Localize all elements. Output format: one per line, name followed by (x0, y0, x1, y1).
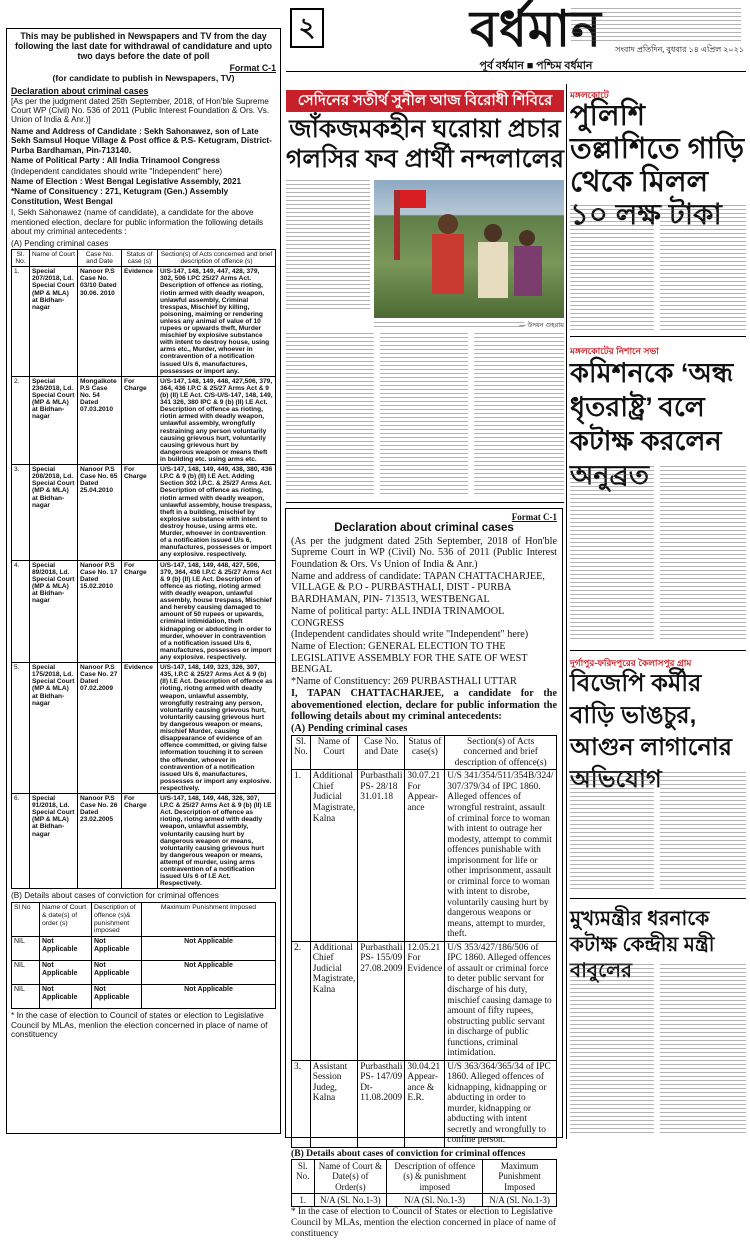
cell-case: Nanoor P.S Case No. 03/10 Dated 30.06. 2010 (78, 267, 122, 377)
table-row (12, 985, 276, 1009)
conv-header-desc: Description of offence (s) & punishment imposed (387, 1160, 483, 1194)
cell-case: Nanoor P.S Case No. 27 Dated 07.02.2009 (78, 663, 122, 794)
cell-sl: 1. (12, 267, 30, 377)
column-rule (566, 84, 567, 1139)
a2-headline: পুলিশি তল্লাশিতে গাড়ি থেকে মিলল ১০ লক্ষ টাকা (570, 100, 745, 231)
page-number-box: ২ (290, 8, 324, 48)
cell-desc: Not Applicable (92, 961, 142, 985)
conv-header-desc: Description of offence (s)& punishment imposed (92, 902, 142, 936)
pending-cases-label: (A) Pending criminal cases (11, 238, 109, 248)
col-header-court: Name of Court (30, 249, 78, 266)
notice-declaration: I, Sekh Sahonawez (name of candidate), a candidate for the above mentioned election, declare for public information the following details about my criminal antecedents : (11, 208, 264, 237)
cell-sl: 3. (292, 1060, 311, 1147)
cell-sections: U/S 363/364/365/34 of IPC 1860. Alleged offences of kidnapping, kidnapping or abducting in order to murder, kidnapping or abducting with intent secretly and wrongfully to confine person. (445, 1060, 557, 1147)
cell-status: 12.05.21 For Evidence (405, 941, 445, 1060)
a5-body-col1 (570, 964, 654, 1136)
cell-sl: NIL (12, 985, 40, 1009)
a1-body-col2 (286, 333, 374, 495)
cell-court: Additional Chief Judicial Magistrate, Kalna (310, 941, 357, 1060)
notice-heading: Declaration about criminal cases (11, 85, 149, 96)
a4-headline: বিজেপি কর্মীর বাড়ি ভাঙচুর, আগুন লাগানোর অভিযোগ (570, 670, 732, 793)
table-row (12, 376, 276, 464)
cell-case: Purbasthali PS- 155/09 27.08.2009 (358, 941, 405, 1060)
cell-court: Special 236/2018, Ld. Special Court (MP & MLA) at Bidhan-nagar (30, 376, 78, 464)
conv-header-sl: Sl No (12, 902, 40, 936)
cell-case: Nanoor P.S Case No. 26 Dated 23.02.2005 (78, 794, 122, 889)
table-row (12, 663, 276, 794)
cell-court: Not Applicable (40, 985, 92, 1009)
cell-case: Mongalkote P.S Case No. 54 Dated 07.03.2010 (78, 376, 122, 464)
cell-sections: U/S 353/427/186/506 of IPC 1860. Alleged offences of assault or criminal force to deter public servant for discharge of his duty, mischief causing damage to amount of fifty rupees, obstructing public servant in discharge of public functions, criminal intimidation. (445, 941, 557, 1060)
cell-sl: 1. (292, 770, 311, 942)
cell-max: N/A (Sl. No.1-3) (483, 1194, 557, 1207)
center-party: Name of political party: ALL INDIA TRINAMOOL CONGRESS (291, 605, 504, 629)
a1-body-col3 (380, 333, 468, 495)
cell-status: For Charge (122, 560, 158, 663)
cell-status: For Charge (122, 465, 158, 560)
cell-court: Additional Chief Judicial Magistrate, Kalna (310, 770, 357, 942)
cell-sl: 3. (12, 465, 30, 560)
a5-body-col2 (660, 964, 746, 1136)
cell-sections: U/S-147, 148, 149, 447, 428, 379, 302, 506 I.PC 25/27 Arms Act. Description of offence as rioting, riotin armed with deadly weapon, unlawful assembly, Criminal tresspas, Mischief by killing, poisoning, maiming or rendering unless any animal of value of 10 rupees or upwards theft, Murder mischief by explosive substance with intent to destroy house, using arms etc., Murder, whoever in contravention of a notification issued U/s 6, manufactures, possesses or import any. (158, 267, 276, 377)
cell-court: Assistant Session Judeg, Kalna (310, 1060, 357, 1147)
notice-independent: (Independent candidates should write "Independent" here) (11, 166, 223, 176)
col-header-status: Status of case (s) (122, 249, 158, 266)
notice-party: Name of Political Party : All India Trinamool Congress (11, 156, 220, 166)
left-criminal-cases-notice (6, 28, 281, 1134)
a1-campaign-photo (374, 180, 564, 318)
header-ad-lines (571, 8, 741, 44)
cell-sections: U/S 341/354/511/354B/324/ 307/379/34 of IPC 1860. Alleged offences of wrongful restraint, assault of criminal force to woman with intent to outrage her modesty, attempt to commit offences punishable with imprisonment for life or other imprisonment, assault or criminal force to woman with intent to disrobe, voluntarily causing hurt by dangerous weapons or means, attempt to murder, theft. (445, 770, 557, 942)
cell-case: Purbasthali PS- 147/09 Dt- 11.08.2009 (358, 1060, 405, 1147)
cell-status: 30.07.21 For Appear-ance (405, 770, 445, 942)
col-header-sl: Sl. No. (12, 249, 30, 266)
conviction-label: (B) Details about cases of conviction for criminal offences (11, 891, 219, 901)
center-format: Format C-1 (511, 512, 557, 522)
table-row (292, 1060, 557, 1147)
a5-headline: মুখ্যমন্ত্রীর ধরনাকে কটাক্ষ কেন্দ্রীয় মন্ত্রী বাবুলের (570, 908, 715, 982)
notice-intro: This may be published in Newspapers and TV from the day following the last date for withdrawal of candidature and upto two days before the date of poll (14, 31, 273, 61)
divider (570, 650, 746, 651)
a1-caption-lines (374, 322, 524, 330)
table-row (292, 770, 557, 942)
center-constituency: *Name of Constituency: 269 PURBASTHALI UTTAR (291, 676, 517, 688)
cell-court: Special 207/2018, Ld. Special Court (MP & MLA) at Bidhan-nagar (30, 267, 78, 377)
a2-body-col2 (660, 205, 746, 330)
cell-sections: U/S-147, 148, 149, 323, 326, 307, 435, I.P.C & 25/27 Arms Act & 9 (b) (II) I.E Act. Description of offence as rioting, riotng armed with deadly weapon, unlawful assembly, wrongfully restraing any person, voluntarily causing grievous hurt, voluntarily causing grievous hurt by dangerous weapon or means, mischief Murder, causing disappearance of evidence of an offence committed, or giving false information touching it to screen the offender, whoever in contravention of a notification issued U/s 6, manufactures, possesses or import any explosive. respectively. (158, 663, 276, 794)
notice-format: Format C-1 (229, 62, 276, 73)
center-declaration: I, TAPAN CHATTACHARJEE, a candidate for the abovementioned election, declare for public information the following details about my criminal antecedents: (291, 687, 557, 723)
cell-max: Not Applicable (142, 937, 276, 961)
pending-cases-table (11, 249, 276, 890)
conv-header-court: Name of Court & Date(s) of Order(s) (314, 1160, 387, 1194)
a1-caption-credit: — উদয়ন গুহরায় (519, 322, 564, 329)
a3-headline: কমিশনকে ‘অন্ধ ধৃতরাষ্ট্র’ বলে কটাক্ষ করলেন অনুব্রত (570, 358, 734, 490)
center-criminal-cases-notice (285, 508, 563, 1239)
a3-kicker: মঙ্গলকোটের নিশানে সভা (570, 346, 659, 356)
cell-case: Nanoor P.S Case No. 65 Dated 25.04.2010 (78, 465, 122, 560)
col-header-sl: Sl. No. (292, 735, 311, 770)
notice-constituency: *Name of Consituency : 271, Ketugram (Gen.) Assembly Constitution, West Bengal (11, 187, 229, 206)
cell-court: Special 175/2018, Ld. Special Court (MP & MLA) at Bidhan-nagar (30, 663, 78, 794)
cell-sl: 6. (12, 794, 30, 889)
center-conviction-label: (B) Details about cases of conviction for criminal offences (291, 1147, 526, 1159)
cell-sl: 4. (12, 560, 30, 663)
cell-status: Evidence (122, 663, 158, 794)
divider (570, 336, 746, 337)
cell-court: Special 91/2018, Ld. Special Court (MP & MLA) at Bidhan-nagar (30, 794, 78, 889)
cell-court: Not Applicable (40, 937, 92, 961)
center-pending-label: (A) Pending criminal cases (291, 723, 408, 735)
cell-sl: NIL (12, 937, 40, 961)
cell-court: Special 89/2018, Ld. Special Court (MP & MLA) at Bidhan-nagar (30, 560, 78, 663)
table-row (12, 937, 276, 961)
center-election: Name of Election: GENERAL ELECTION TO THE LEGISLATIVE ASSEMBLY FOR THE SATE OF WEST BENGAL (291, 641, 528, 676)
table-row (12, 560, 276, 663)
center-conviction-table (291, 1159, 557, 1207)
a4-body-col2 (660, 772, 746, 892)
notice-footnote: * In the case of election to Council of states or election to Legislative Council by MLAs, menlion the election concerned in place of name of constituency (11, 1010, 268, 1040)
a4-body-col1 (570, 772, 654, 892)
notice-election: Name of Election : West Bengal Legislative Assembly, 2021 (11, 177, 242, 186)
edition-line: পূর্ব বর্ধমান ■ পশ্চিম বর্ধমান (479, 60, 593, 72)
cell-status: Evidence (122, 267, 158, 377)
table-row (292, 1194, 557, 1207)
cell-sl: 5. (12, 663, 30, 794)
cell-sections: U/S-147, 148, 149, 448, 427,506, 379, 364, 436 I.P.C & 25/27 Arms Act & 9 (b) (II) I.E Act. C/S-U/S-147, 148, 149, 341 326, 380 IPC & 9 (b) (II) I.E Act. Description of offence as rioting, riotin armed with deadly weapon, unlawful assembly, wrongfully restraining any person voluntarily causing grievous hurt, voluntarily causing grievous hurt by dangerous weapon or means theft in building etc. using arms etc. (158, 376, 276, 464)
divider (570, 898, 746, 899)
conv-header-max: Maximum Punishment Imposed (483, 1160, 557, 1194)
cell-sl: 2. (12, 376, 30, 464)
cell-sl: 2. (292, 941, 311, 1060)
cell-case: Purbasthali PS- 28/18 31.01.18 (358, 770, 405, 942)
cell-case: Nanoor P.S Case No. 17 Dated 15.02.2010 (78, 560, 122, 663)
table-row (12, 465, 276, 560)
cell-sections: U/S-147, 148, 149, 448, 326, 307, I.P.C & 25/27 Arms Act & 9 (b) (II) I.E Act. Description of offence as rioting, riotng armed with deadly weapon, unlawful assembly, voluntarily causing hurt by dangerous weapon or means, voluntarily causing grievous hurt by dangerous weapon or means, attempt of murder, using arms contravention of a notification issued U/s 6 of I.E Act. Respectively. (158, 794, 276, 889)
col-header-case: Case No. and Date (78, 249, 122, 266)
cell-status: For Charge (122, 794, 158, 889)
cell-court: Not Applicable (40, 961, 92, 985)
a1-kicker: সেদিনের সতীর্থ সুনীল আজ বিরোধী শিবিরে (286, 90, 564, 112)
conv-header-court: Name of Court & date(s) of order (s) (40, 902, 92, 936)
cell-sl: NIL (12, 961, 40, 985)
dateline: সংবাদ প্রতিদিন, বুধবার ১৪ এপ্রিল ২০২১ (615, 45, 744, 54)
col-header-court: Name of Court (310, 735, 357, 770)
table-row (12, 794, 276, 889)
cell-status: For Charge (122, 376, 158, 464)
center-pending-table (291, 735, 557, 1148)
notice-judgment: [As per the judgment dated 25th September, 2018, of Hon'ble Supreme Court WP (Civil) No. 536 of 2011 (Public Interest Foundation & Ors. Vs. Union of India & Anr.)] (11, 96, 270, 125)
col-header-case: Case No. and Date (358, 735, 405, 770)
cell-sl: 1. (292, 1194, 315, 1207)
center-footnote: * In the case of election to Council of States or election to Legislative Council by MLAs, mention the election concerned in place of name of constituency (291, 1207, 557, 1239)
cell-desc: Not Applicable (92, 985, 142, 1009)
center-candidate: Name and address of candidate: TAPAN CHATTACHARJEE, VILLAGE & P.O - PURBASTHALI, DIST - PURBA BARDHAMAN, PIN- 713513, WESTBENGAL (291, 570, 545, 606)
cell-sections: U/S-147, 148, 149, 448, 427, 506, 379, 364, 436 I.P.C & 25/27 Arms Act & 9 (b) (II) I.E Act. Description of offence as rioting, rioting armed with deadly weapon, unlawful assembly, house trespass, Mischief and hereby causing damaged to amount of 50 rupees or upwards, criminal intimidation, theft kidnapping or abducting in order to murder, whoever in contravention of a notification issued U/s 6, manufactures, possesses or import any explosive. respectively. (158, 560, 276, 663)
center-independent: (Independent candidates should write "Independent" here) (291, 629, 529, 641)
conviction-table (11, 902, 276, 1009)
a1-headline: জাঁকজমকহীন ঘরোয়া প্রচার গলসির ফব প্রার্থী নন্দলালের (286, 115, 564, 173)
cell-sections: U/S-147, 148, 149, 449, 438, 380, 436 I.P.C & 9 (b) (II) I.E Act. Adding Section 302 I.P.C. & 25/27 Arms Act. Description of offence as rioting, riotin armed with deadly weapon, unlawful assembly, house trespass, theft in a building, mischief by explosive substance with intent to destroy house, using arms etc. Murder, whoever in contravention of a notification issued U/s 6, manufactures, possesses or import any explosive. respectively. (158, 465, 276, 560)
col-header-status: Status of case(s) (405, 735, 445, 770)
conv-header-max: Maximum Punishment Imposed (142, 902, 276, 936)
notice-format-sub: (for candidate to publish in Newspapers, TV) (52, 72, 235, 83)
center-judgment: (As per the judgment dated 25th September, 2018 of Hon'ble Supreme Court in WP (Civil) No. 536 of 2011 (Public Interest Foundation & Ors. Vs Union of India & Anr.) (291, 535, 557, 570)
cell-max: Not Applicable (142, 985, 276, 1009)
notice-candidate: Name and Address of Candidate : Sekh Sahonawez, son of Late Sekh Samsul Hoque Village & Post office & P.S- Ketugram, District-Purba Bardhaman, Pin-713140. (11, 126, 272, 155)
a3-body-col1 (570, 466, 654, 642)
cell-desc: N/A (Sl. No.1-3) (387, 1194, 483, 1207)
a3-body-col2 (660, 466, 746, 642)
a2-kicker: মঙ্গলকোটে (570, 90, 609, 100)
divider (286, 502, 564, 503)
cell-status: 30.04.21 Appear-ance & E.R. (405, 1060, 445, 1147)
table-row (12, 961, 276, 985)
table-row (292, 941, 557, 1060)
cell-desc: Not Applicable (92, 937, 142, 961)
conv-header-sl: Sl. No. (292, 1160, 315, 1194)
a1-body-col4 (474, 333, 564, 495)
col-header-sections: Section(s) of Acts concerned and brief description of offence (s) (158, 249, 276, 266)
cell-court: Special 208/2018, Ld. Special Court (MP & MLA) at Bidhan-nagar (30, 465, 78, 560)
center-heading: Declaration about criminal cases (334, 522, 514, 535)
col-header-sections: Section(s) of Acts concerned and brief description of offence(s) (445, 735, 557, 770)
cell-max: Not Applicable (142, 961, 276, 985)
masthead (286, 0, 746, 72)
cell-court: N/A (Sl. No.1-3) (314, 1194, 387, 1207)
a2-body-col1 (570, 205, 654, 330)
table-row (12, 267, 276, 377)
newspaper-title: বর্ধমান (470, 1, 602, 57)
a4-kicker: দুর্গাপুর-ফরিদপুরের কৈলাসপুর গ্রাম (570, 658, 692, 668)
a1-body-col1 (286, 180, 370, 310)
